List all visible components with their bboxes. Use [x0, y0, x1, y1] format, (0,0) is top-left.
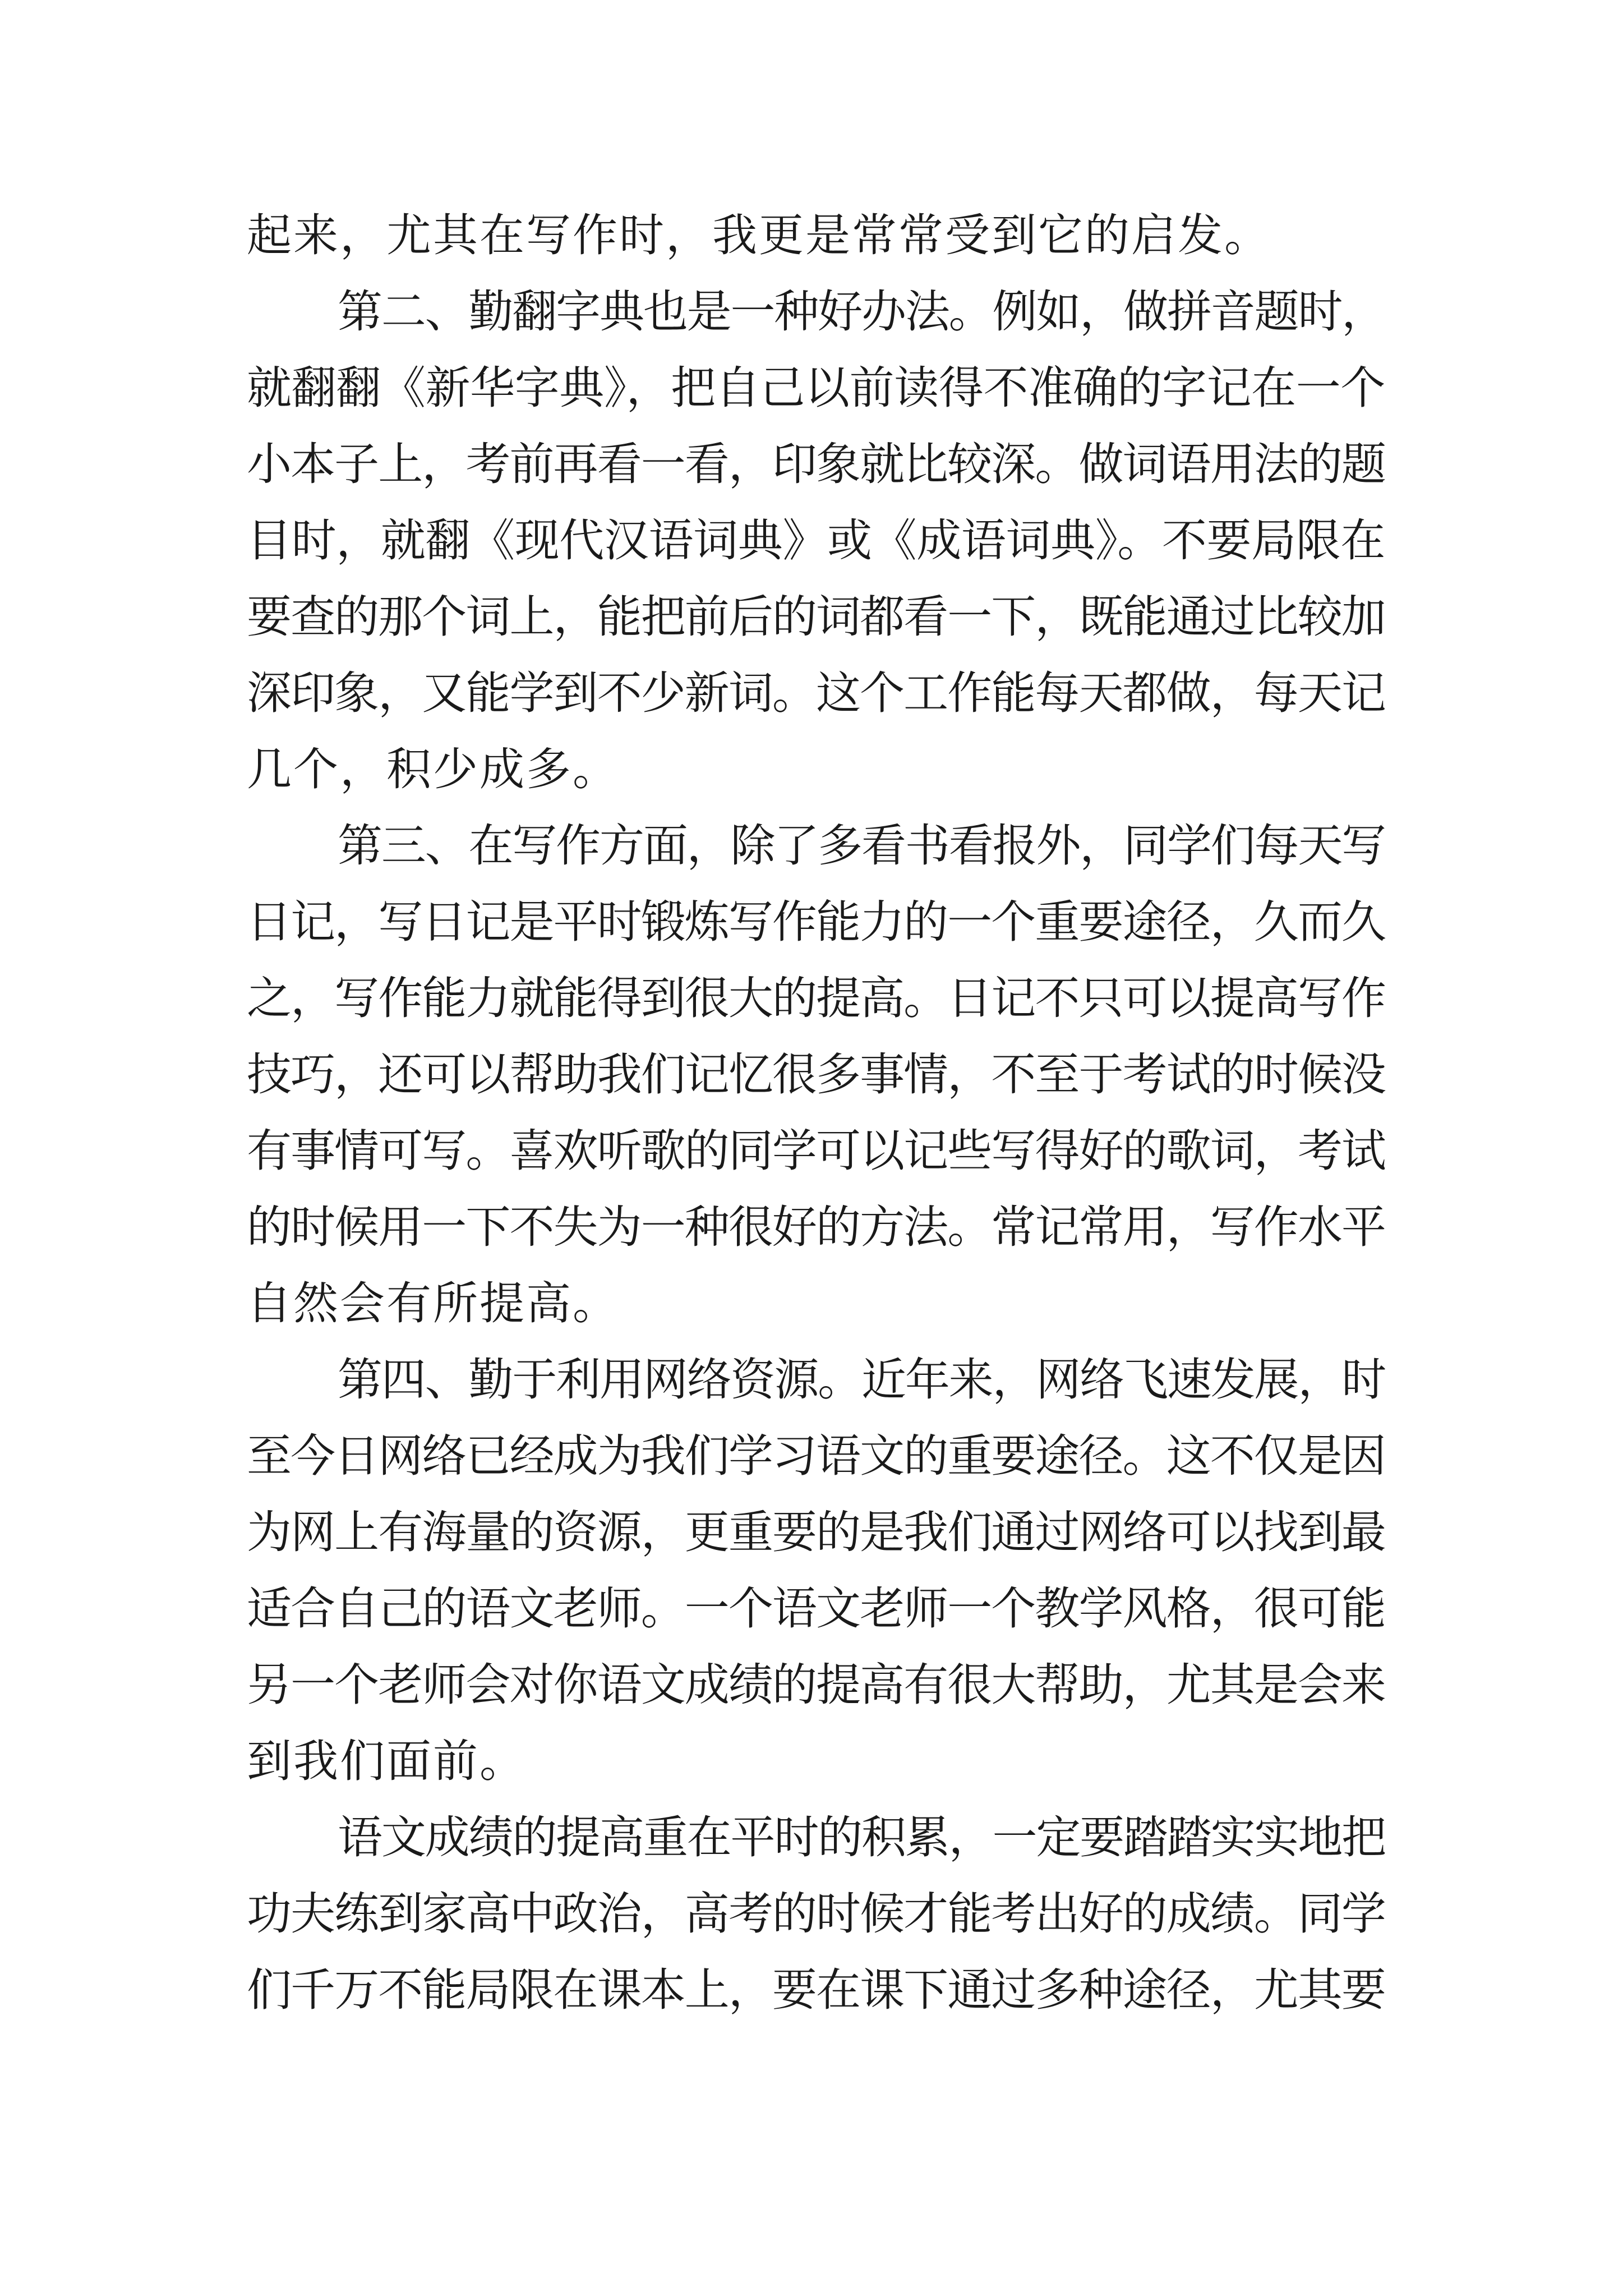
text-line: 技巧，还可以帮助我们记忆很多事情，不至于考试的时候没 — [247, 1048, 1385, 1101]
text-line: 有事情可写。喜欢听歌的同学可以记些写得好的歌词，考试 — [247, 1125, 1385, 1177]
text-line: 小本子上，考前再看一看，印象就比较深。做词语用法的题 — [247, 438, 1385, 490]
text-line: 到我们面前。 — [247, 1735, 526, 1787]
text-line: 日记，写日记是平时锻炼写作能力的一个重要途径，久而久 — [247, 896, 1385, 948]
text-line: 要查的那个词上，能把前后的词都看一下，既能通过比较加 — [247, 591, 1385, 643]
text-line: 就翻翻《新华字典》，把自己以前读得不准确的字记在一个 — [247, 362, 1385, 414]
text-line: 至今日网络已经成为我们学习语文的重要途径。这不仅是因 — [247, 1430, 1385, 1482]
text-line: 们千万不能局限在课本上，要在课下通过多种途径，尤其要 — [247, 1964, 1385, 2016]
text-line: 深印象，又能学到不少新词。这个工作能每天都做，每天记 — [247, 667, 1385, 719]
text-line: 目时，就翻《现代汉语词典》或《成语词典》。不要局限在 — [247, 514, 1385, 567]
text-line: 第四、勤于利用网络资源。近年来，网络飞速发展，时 — [338, 1354, 1385, 1406]
text-line: 几个，积少成多。 — [247, 743, 619, 795]
text-line: 自然会有所提高。 — [247, 1277, 619, 1329]
text-line: 之，写作能力就能得到很大的提高。日记不只可以提高写作 — [247, 972, 1385, 1024]
body-text — [247, 197, 1385, 2028]
text-line: 语文成绩的提高重在平时的积累，一定要踏踏实实地把 — [338, 1811, 1385, 1864]
text-line: 第二、勤翻字典也是一种好办法。例如，做拼音题时， — [338, 286, 1385, 338]
text-line: 起来，尤其在写作时，我更是常常受到它的启发。 — [247, 209, 1271, 261]
text-line: 另一个老师会对你语文成绩的提高有很大帮助，尤其是会来 — [247, 1659, 1385, 1711]
text-line: 功夫练到家高中政治，高考的时候才能考出好的成绩。同学 — [247, 1888, 1385, 1940]
text-line: 的时候用一下不失为一种很好的方法。常记常用，写作水平 — [247, 1201, 1385, 1253]
text-line: 为网上有海量的资源，更重要的是我们通过网络可以找到最 — [247, 1506, 1385, 1558]
text-line: 第三、在写作方面，除了多看书看报外，同学们每天写 — [338, 820, 1385, 872]
text-line: 适合自己的语文老师。一个语文老师一个教学风格，很可能 — [247, 1582, 1385, 1635]
